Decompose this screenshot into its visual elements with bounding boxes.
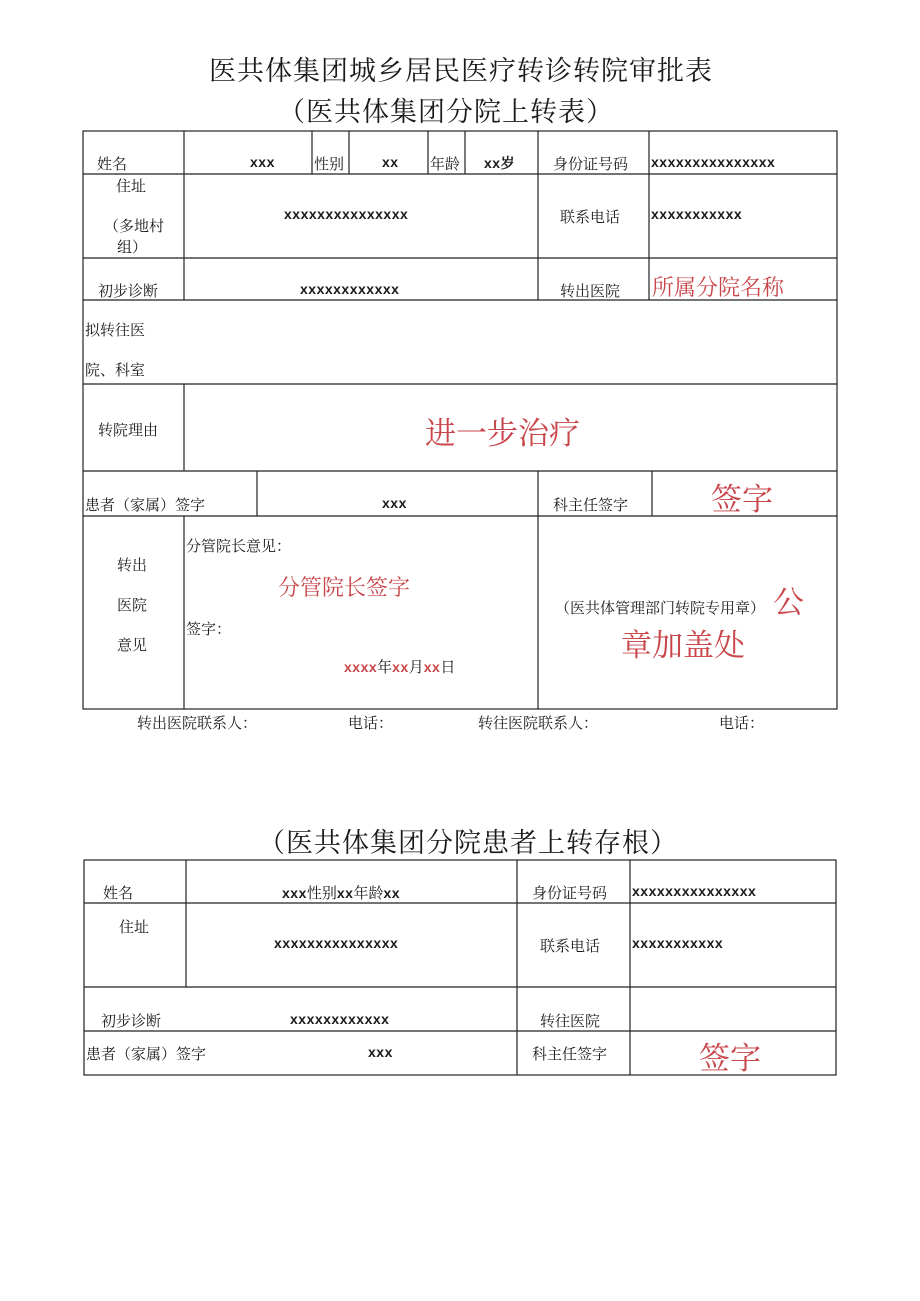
diagnosis-value: xxxxxxxxxxxx: [300, 281, 400, 297]
form-subtitle: （医共体集团分院上转表）: [278, 97, 614, 128]
footer-in-contact: 转往医院联系人：: [478, 714, 599, 732]
opinion-label-line1: 转出: [117, 556, 148, 574]
footer-out-contact: 转出医院联系人：: [137, 714, 258, 732]
vp-sign-value: 分管院长签字: [278, 576, 411, 601]
out-hospital-label: 转出医院: [560, 282, 621, 300]
stub-title: （医共体集团分院患者上转存根）: [258, 828, 678, 859]
age-value: [484, 153, 515, 173]
gender-value: xx: [382, 154, 399, 170]
stub-patient-sign-value: xxx: [368, 1044, 393, 1060]
id-value: xxxxxxxxxxxxxxx: [651, 154, 776, 170]
stub-diagnosis-label: 初步诊断: [101, 1012, 162, 1030]
stub-diagnosis-value: xxxxxxxxxxxx: [290, 1011, 390, 1027]
patient-sign-value: xxx: [382, 495, 407, 511]
stub-dest-label: 转往医院: [540, 1012, 601, 1030]
stub-name-label: 姓名: [103, 884, 134, 902]
dest-label-line1: 拟转往医: [85, 321, 146, 339]
phone-value: xxxxxxxxxxx: [651, 206, 743, 222]
seal-red-part2: 章加盖处: [621, 628, 745, 664]
stub-age-value: xx: [383, 885, 401, 901]
stub-age-label: 年龄: [353, 884, 384, 902]
stub-name-gender-age: [282, 882, 400, 903]
date-month: xx: [392, 659, 409, 675]
stub-id-value: xxxxxxxxxxxxxxx: [632, 883, 757, 899]
out-hospital-value: 所属分院名称: [652, 276, 785, 301]
reason-value: 进一步治疗: [425, 416, 580, 452]
address-value: xxxxxxxxxxxxxxx: [284, 206, 409, 222]
seal-note: （医共体管理部门转院专用章）: [555, 599, 766, 617]
address-label-line1: 住址: [116, 177, 147, 195]
stub-address-label: 住址: [119, 918, 150, 936]
patient-sign-label: 患者（家属）签字: [85, 496, 206, 514]
stub-director-sign-value: 签字: [699, 1041, 761, 1077]
age-label: 年龄: [430, 155, 461, 173]
vp-opinion-label: 分管院长意见：: [186, 537, 292, 555]
address-label-line2: （多地村: [104, 217, 165, 235]
form-title: 医共体集团城乡居民医疗转诊转院审批表: [209, 56, 713, 87]
address-label-line3: 组）: [117, 238, 148, 256]
stub-phone-label: 联系电话: [540, 937, 601, 955]
director-sign-label: 科主任签字: [553, 496, 629, 514]
date-year-unit: 年: [377, 658, 393, 676]
reason-label: 转院理由: [98, 421, 159, 439]
opinion-label-line3: 意见: [117, 636, 148, 654]
diagnosis-label: 初步诊断: [98, 282, 159, 300]
name-label: 姓名: [97, 155, 128, 173]
sign-label: 签字：: [186, 620, 232, 638]
date-day: xx: [423, 659, 441, 675]
date-day-unit: 日: [440, 658, 456, 676]
stub-director-sign-label: 科主任签字: [532, 1045, 608, 1063]
opinion-label-line2: 医院: [117, 596, 148, 614]
date-month-unit: 月: [408, 658, 424, 676]
age-number: xx岁: [484, 155, 516, 171]
seal-area: [555, 577, 804, 622]
footer-phone-2: 电话：: [719, 714, 765, 732]
seal-red-part1: 公: [773, 585, 805, 621]
stub-name-value: xxx: [282, 885, 307, 901]
name-value: xxx: [250, 154, 275, 170]
director-sign-value: 签字: [711, 482, 773, 518]
date-year: xxxx: [344, 659, 378, 675]
phone-label: 联系电话: [560, 208, 621, 226]
stub-phone-value: xxxxxxxxxxx: [632, 935, 724, 951]
sign-date: [344, 656, 455, 677]
stub-patient-sign-label: 患者（家属）签字: [86, 1045, 207, 1063]
stub-id-label: 身份证号码: [532, 884, 608, 902]
footer-phone-1: 电话：: [348, 714, 394, 732]
stub-gender-value: xx: [336, 885, 354, 901]
id-label: 身份证号码: [553, 155, 629, 173]
stub-address-value: xxxxxxxxxxxxxxx: [274, 935, 399, 951]
dest-label-line2: 院、科室: [85, 361, 146, 379]
stub-gender-label: 性别: [306, 884, 337, 902]
gender-label: 性别: [314, 155, 345, 173]
